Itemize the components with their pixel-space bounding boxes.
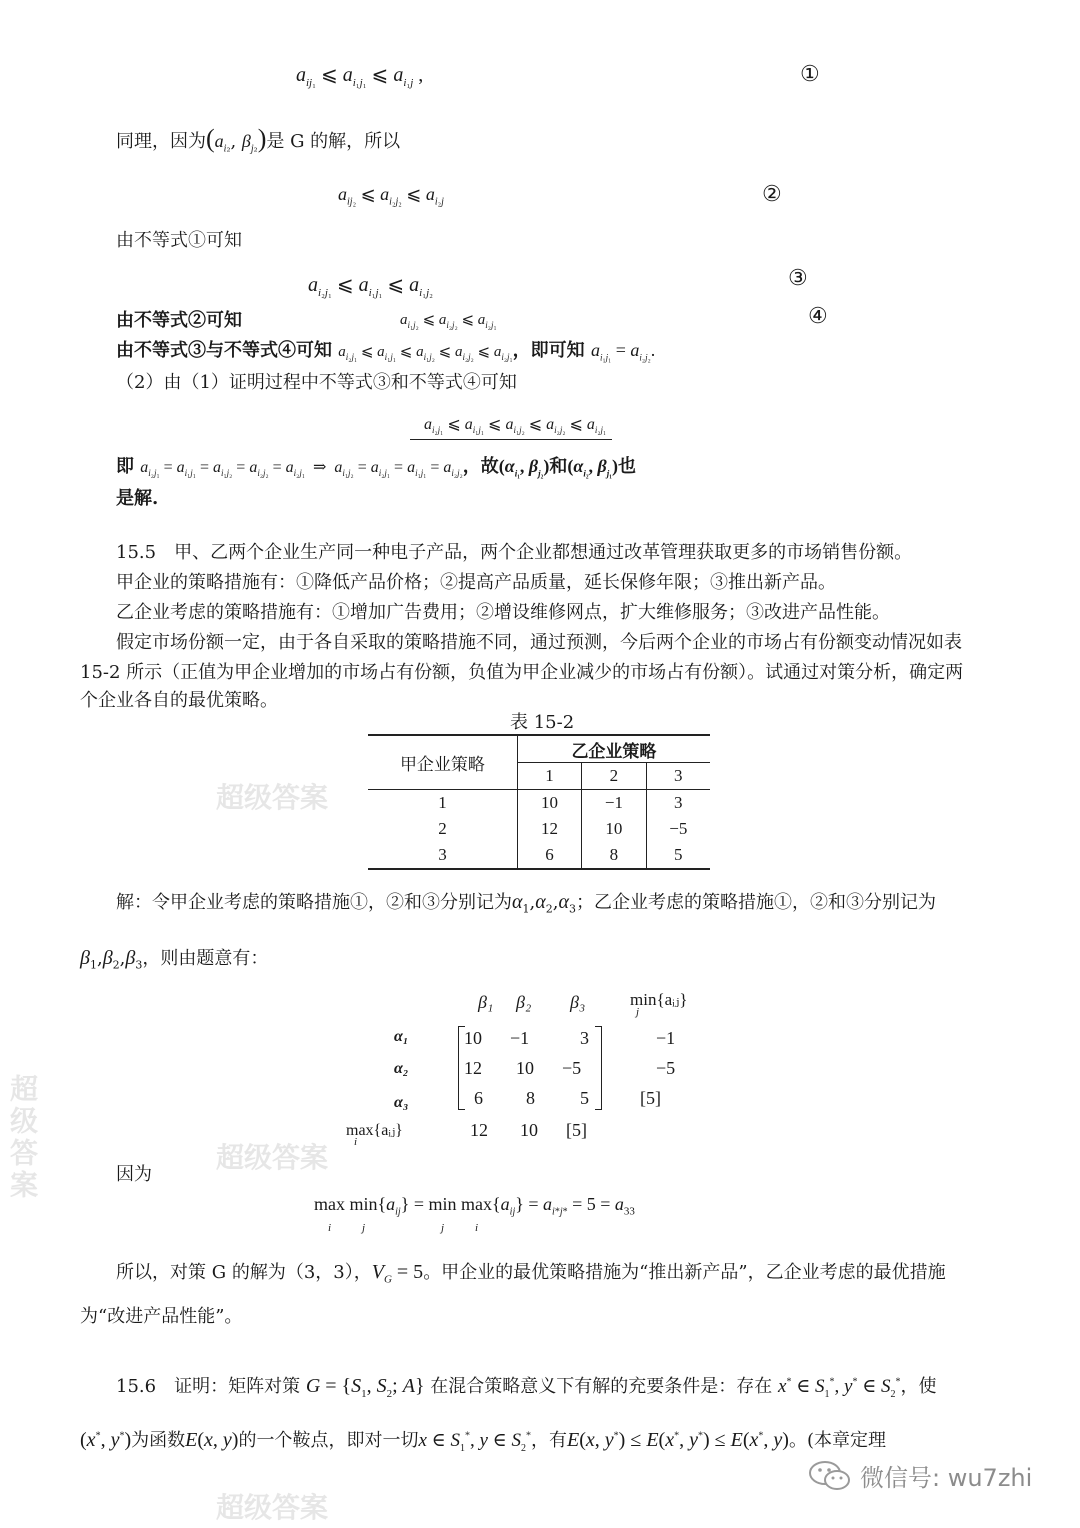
table-row — [368, 790, 710, 817]
row-label: 3 — [368, 842, 517, 869]
conclusion-1: 所以，对策 G 的解为（3，3），$V_G = 5$。甲企业的最优策略措施为“推出新产品”，乙企业考虑的最优措施 — [116, 1261, 946, 1286]
problem-15-5-p4a: 假定市场份额一定，由于各自采取的策略措施不同，通过预测，今后两个企业的市场占有份额变动情况如表 — [116, 632, 962, 653]
matrix-cell: −1 — [510, 1028, 530, 1048]
watermark: 超级答案 — [216, 781, 329, 814]
row-min: [5] — [640, 1088, 661, 1108]
row-label: 2 — [368, 816, 517, 842]
maxmin-equation: max i min $j\{a_{ij}\} = \min$ j max $i\{a_{ij}\} = a_{i*j*} = 5 = a_{33}$ — [314, 1194, 635, 1234]
solution-line-2: $\beta_1,\beta_2,\beta_3$，则由题意有： — [80, 947, 269, 972]
matrix-col-head: β₃ — [570, 992, 586, 1012]
row-min: −1 — [656, 1028, 676, 1048]
from-ineq-1: 由不等式①可知 — [116, 230, 242, 251]
watermark: 超级答案 — [216, 1141, 329, 1174]
problem-15-5-p4c: 个企业各自的最优策略。 — [80, 690, 278, 711]
matrix-cell: 10 — [516, 1058, 534, 1078]
max-label: max{aᵢⱼ} i — [346, 1122, 403, 1148]
from-ineq-2: 由不等式②可知 — [116, 310, 242, 331]
watermark: 超级答案 — [216, 1491, 329, 1524]
problem-15-5-p1: 15.5 甲、乙两个企业生产同一种电子产品，两个企业都想通过改革管理获取更多的市场销售份额。 — [116, 542, 913, 563]
inequality-3: $a_{i_2j_1}$ ⩽ $a_{i_1j_1}$ ⩽ $a_{i_1j_2}$ — [308, 274, 433, 299]
matrix-row-label: α₂ — [394, 1060, 409, 1077]
matrix-col-head: β₂ — [516, 992, 532, 1012]
cell: −1 — [582, 790, 646, 817]
matrix-col-head: β₁ — [478, 992, 494, 1012]
solution-line-1: 解：令甲企业考虑的策略措施①，②和③分别记为$\alpha_1,\alpha_2,\alpha_3$；乙企业考虑的策略措施①，②和③分别记为 — [116, 891, 936, 916]
matrix-cell: 6 — [474, 1088, 483, 1108]
matrix-row-label: α₃ — [394, 1094, 409, 1111]
col-head: 2 — [582, 763, 646, 790]
row-header: 甲企业策略 — [368, 735, 517, 790]
watermark-vertical: 超级答案 — [6, 1074, 39, 1202]
matrix-cell: 12 — [464, 1058, 482, 1078]
inequality-4: $a_{i_1j_2}$ ⩽ $a_{i_2j_2}$ ⩽ $a_{i_2j_1}$ — [400, 312, 497, 330]
col-max: 10 — [520, 1120, 538, 1140]
cell: 3 — [674, 793, 683, 812]
col-head: 1 — [517, 763, 581, 790]
col-group-header: 乙企业策略 — [517, 735, 710, 763]
table-15-2 — [368, 734, 710, 870]
cell: −5 — [669, 819, 688, 838]
problem-15-6-line-1: 15.6 证明：矩阵对策 $G = \{S_1$, $S_2$; A} 在混合策略意义下有解的充要条件是：存在 x* ∈ $S_1^*$, y* ∈ $S_2^*$，使 — [116, 1375, 937, 1400]
col-max: 12 — [470, 1120, 488, 1140]
matrix-cell: −5 — [562, 1058, 582, 1078]
problem-15-5-p4b: 15-2 所示（正值为甲企业增加的市场占有份额，负值为甲企业减少的市场占有份额）。试通过对策分析，确定两 — [80, 662, 964, 683]
table-row — [368, 842, 710, 869]
cell: 10 — [582, 816, 646, 842]
inequality-2: $a_{ij_2}$ ⩽ $a_{i_2j_2}$ ⩽ $a_{i_2j}$ — [338, 184, 444, 208]
matrix-row-label: α₁ — [394, 1028, 409, 1045]
row-label: 1 — [368, 790, 517, 817]
wechat-id: 微信号: wu7zhi — [860, 1464, 1033, 1492]
cell: 6 — [517, 842, 581, 869]
cell: 12 — [517, 816, 581, 842]
matrix-cell: 8 — [526, 1088, 535, 1108]
cell: 8 — [582, 842, 646, 869]
eq3-label: ③ — [788, 266, 808, 291]
inequality-chain: $a_{i_2j_1}$ ⩽ $a_{i_1j_1}$ ⩽ $a_{i_1j_2}$ ⩽ $a_{i_2j_2}$ ⩽ $a_{i_2j_1}$ — [410, 414, 612, 440]
matrix-cell: 5 — [580, 1088, 589, 1108]
col-head: 3 — [674, 766, 683, 785]
cell: 10 — [517, 790, 581, 817]
problem-15-6-line-2: (x*, y*)为函数E(x, y)的一个鞍点，即对一切x ∈ $S_1^*$, y ∈ $S_2^*$，有E(x, y*) ≤ E(x*, y*) ≤ E(x*, y)。(本章定理 — [80, 1429, 886, 1454]
wechat-icon — [808, 1459, 852, 1493]
matrix-cell: 10 — [464, 1028, 482, 1048]
equality-line: 即 $a_{i_2j_1} = a_{i_1j_1} = a_{i_1j_2} = a_{i_2j_2} = a_{i_2j_1}$ ⇒ $a_{i_1j_2} = a_{i_2j_1} = a_{i_1j_1} = a_{i_2j_2}$，故($\alpha_{i_1}$, $\beta_{j_2}$)和($\alpha_{i_2}$, $\beta_{j_1}$)也 — [116, 456, 636, 479]
matrix-cell: 3 — [580, 1028, 589, 1048]
part-2: （2）由（1）证明过程中不等式③和不等式④可知 — [116, 372, 517, 393]
wechat-badge — [808, 1458, 1032, 1493]
inequality-1: $a_{ij_1}$ ⩽ $a_{i_1j_1}$ ⩽ $a_{i_1j}$ , — [296, 64, 424, 89]
eq4-label: ④ — [808, 304, 828, 329]
cell: 5 — [674, 845, 683, 864]
col-max: [5] — [566, 1120, 587, 1140]
eq2-label: ② — [762, 182, 782, 207]
table-row — [368, 816, 710, 842]
min-header: min{aᵢⱼ} j — [630, 990, 688, 1018]
is-solution: 是解. — [116, 488, 159, 509]
conclusion-2: 为“改进产品性能”。 — [80, 1306, 243, 1327]
row-min: −5 — [656, 1058, 676, 1078]
from-ineq-3-4: 由不等式③与不等式④可知 $a_{i_2j_1}$ ⩽ $a_{i_1j_1}$ ⩽ $a_{i_1j_2}$ ⩽ $a_{i_2j_2}$ ⩽ $a_{i_2j_1}$，即可知 $a_{i_1j_1} = a_{i_2j_2}$. — [116, 340, 656, 363]
problem-15-5-p3: 乙企业考虑的策略措施有：①增加广告费用；②增设维修网点，扩大维修服务；③改进产品性能。 — [116, 602, 890, 623]
problem-15-5-p2: 甲企业的策略措施有：①降低产品价格；②提高产品质量，延长保修年限；③推出新产品。 — [116, 572, 836, 593]
because: 因为 — [116, 1164, 152, 1185]
table-caption: 表 15-2 — [510, 712, 575, 733]
line-same-solution: 同理，因为($a_{i_2}$, $\beta_{j_2}$)是 G 的解，所以 — [116, 124, 401, 155]
eq1-label: ① — [800, 62, 820, 87]
